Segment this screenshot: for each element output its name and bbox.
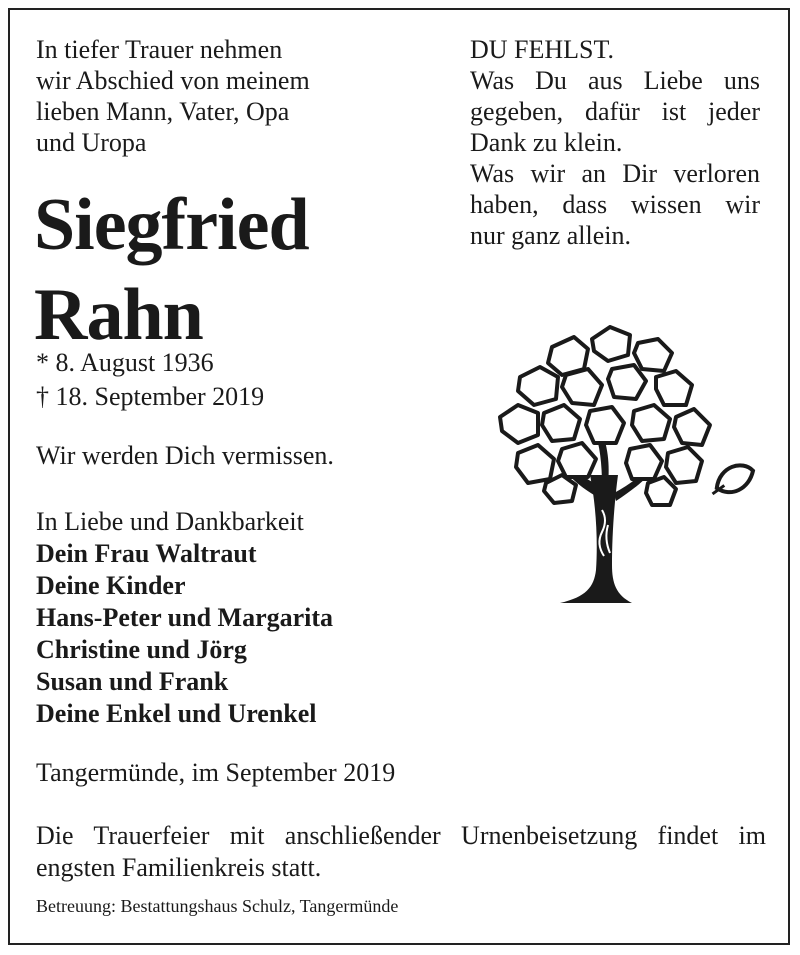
quote-line: Dank zu klein.	[470, 128, 623, 157]
life-dates	[36, 346, 264, 414]
ceremony-line: engsten Familienkreis statt.	[36, 853, 322, 882]
birth-date: * 8. August 1936	[36, 348, 214, 377]
intro-line: und Uropa	[36, 128, 147, 157]
family-member: Susan und Frank	[36, 667, 229, 696]
intro-line: In tiefer Trauer nehmen	[36, 35, 283, 64]
ceremony-line: Die Trauerfeier mit anschließender Urnenbeisetzung findet im	[36, 821, 766, 850]
ceremony-text	[36, 820, 766, 884]
intro-text	[36, 34, 310, 158]
quote-text	[470, 34, 760, 251]
death-date: † 18. September 2019	[36, 382, 265, 411]
tree-icon	[490, 325, 760, 620]
family-member: Christine und Jörg	[36, 635, 247, 664]
family-member: Hans-Peter und Margarita	[36, 603, 334, 632]
family-member: Dein Frau Waltraut	[36, 539, 257, 568]
place-date: Tangermünde, im September 2019	[36, 758, 396, 787]
falling-leaf-icon	[706, 461, 757, 499]
family-intro: In Liebe und Dankbarkeit	[36, 507, 304, 536]
last-name: Rahn	[34, 274, 203, 356]
intro-line: lieben Mann, Vater, Opa	[36, 97, 290, 126]
quote-line: Was Du aus Liebe uns	[470, 66, 760, 95]
intro-line: wir Abschied von meinem	[36, 66, 310, 95]
quote-line: Was wir an Dir verloren	[470, 159, 760, 188]
funeral-home-note: Betreuung: Bestattungshaus Schulz, Tangermünde	[36, 896, 399, 916]
family-member: Deine Enkel und Urenkel	[36, 699, 317, 728]
miss-text: Wir werden Dich vermissen.	[36, 441, 334, 470]
first-name: Siegfried	[34, 184, 309, 266]
family-member: Deine Kinder	[36, 571, 186, 600]
quote-line: nur ganz allein.	[470, 221, 631, 250]
quote-line: gegeben, dafür ist jeder	[470, 97, 760, 126]
family-signature	[36, 506, 333, 730]
deceased-name	[34, 180, 309, 360]
quote-line: DU FEHLST.	[470, 35, 614, 64]
quote-line: haben, dass wissen wir	[470, 190, 760, 219]
